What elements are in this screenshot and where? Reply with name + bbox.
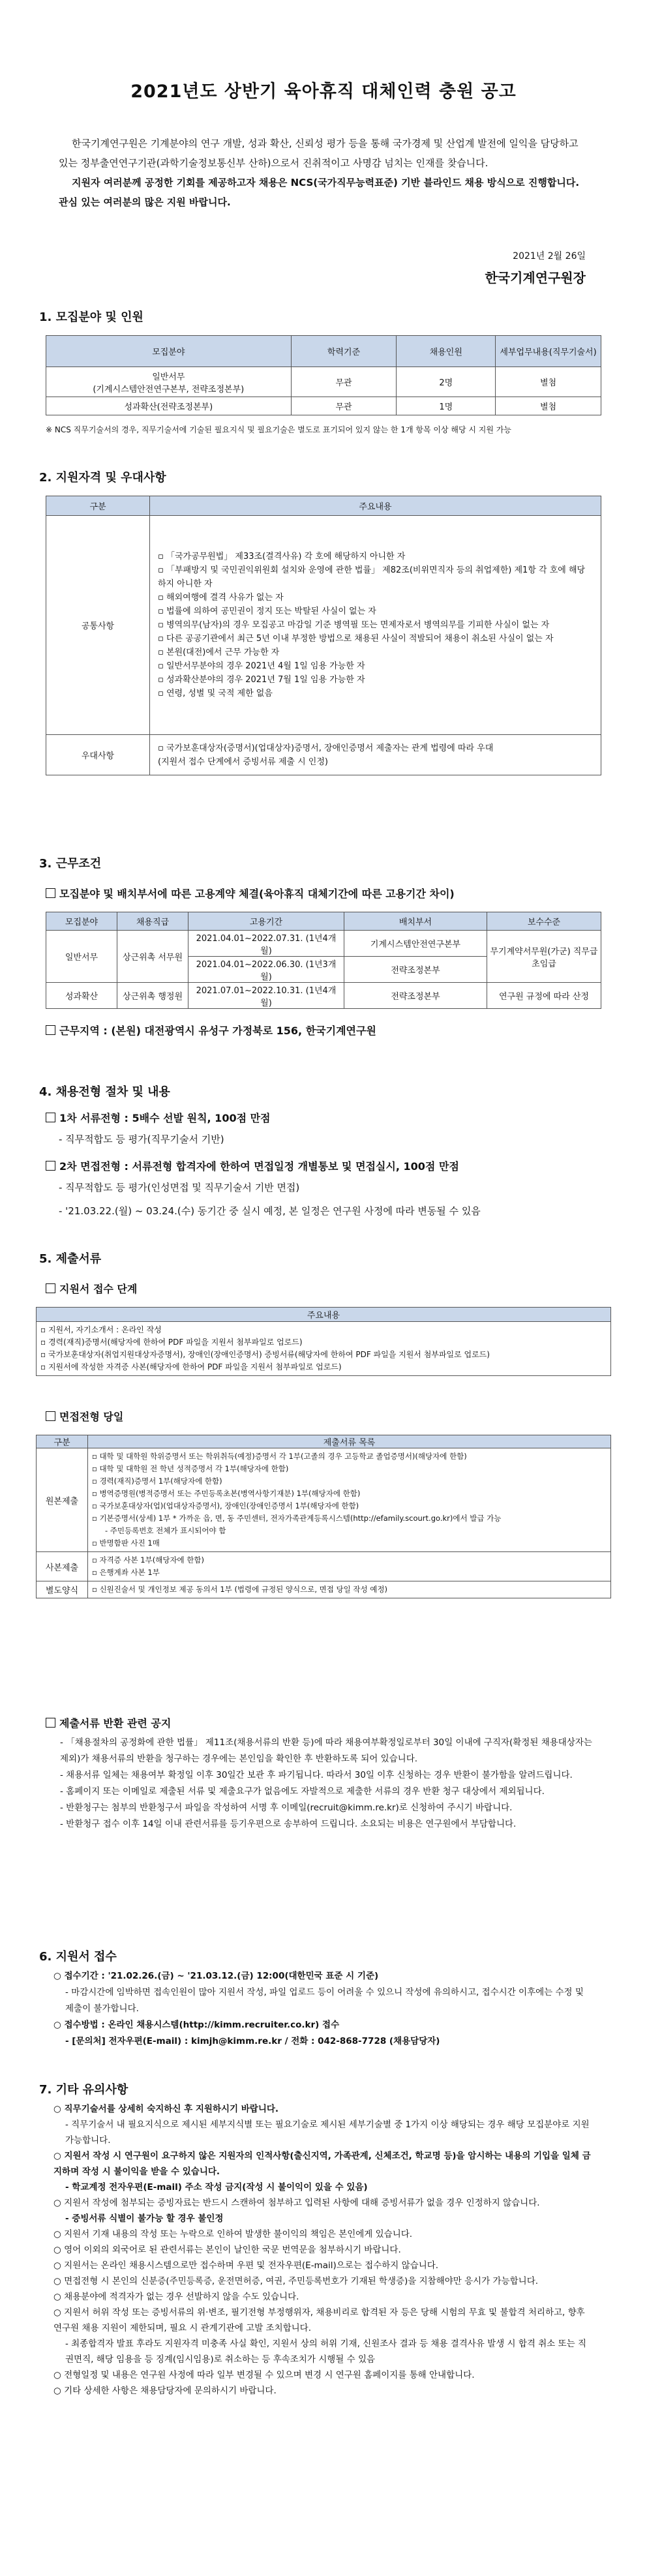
org-name: 한국기계연구원장 <box>485 270 586 286</box>
checkbox-icon <box>46 1161 55 1171</box>
pay-cell: 연구원 규정에 따라 산정 <box>487 983 601 1009</box>
common-label: 공통사항 <box>46 516 150 735</box>
list-item: ○ 면접전형 시 본인의 신분증(주민등록증, 운전면허증, 여권, 주민등록번호가 기재된 학생증)을 지참해야만 응시가 가능합니다. <box>53 2276 539 2286</box>
count-cell: 2명 <box>397 367 496 397</box>
col-detail: 세부업무내용(직무기술서) <box>496 336 601 367</box>
col-period: 고용기간 <box>188 912 344 931</box>
list-item: - 「채용절차의 공정화에 관한 법률」 제11조(채용서류의 반환 등)에 따라 채용여부확정일로부터 30일 이내에 구직자(확정된 채용대상자는 제외)가 채용서류의 반환을 청구하는 경우에는 본인임을 확인한 후 반환하도록 되어 있습니다. <box>60 1737 592 1764</box>
col-content: 주요내용 <box>150 496 601 516</box>
grade-cell: 상근위촉 행정원 <box>117 983 188 1009</box>
count-cell: 1명 <box>397 397 496 415</box>
col-field: 모집분야 <box>46 336 292 367</box>
qualification-table <box>46 496 601 775</box>
section-5-sub2: 면접전형 당일 <box>46 1409 123 1424</box>
list-item: ▫ 경력(재직)증명서 1부(해당자에 한함) <box>92 1476 222 1486</box>
list-item: - 증빙서류 식별이 불가능 할 경우 불인정 <box>65 2213 224 2224</box>
interview-docs-table <box>36 1435 611 1598</box>
list-item: ▫ 국가보훈대상자(취업지원대상자증명서), 장애인(장애인증명서) 증빙서류(해당자에 한하여 PDF 파일을 지원서 첨부파일로 업로드) <box>40 1350 490 1359</box>
list-item: ○ 지원서 기재 내용의 작성 또는 누락으로 인하여 발생한 불이익의 책임은 본인에게 있습니다. <box>53 2229 413 2239</box>
list-item: ▫ 국가보훈대상자(업)(업대상자증명서), 장애인(장애인증명서 1부(해당자에 한함) <box>92 1501 359 1510</box>
original-label: 원본제출 <box>37 1448 88 1552</box>
table-row <box>46 367 601 397</box>
list-item: ○ 지원서 허위 작성 또는 증빙서류의 위·변조, 필기전형 부정행위자, 채용비리로 합격된 자 등은 당해 시험의 무효 및 불합격 처리하고, 향후 연구원 채용 지원이 제한되며, 필요 시 관계기관에 고발 조치합니다. <box>53 2307 585 2333</box>
list-item: ▫ 신원진술서 및 개인정보 제공 동의서 1부 (법령에 규정된 양식으로, 면접 당일 작성 예정) <box>92 1585 387 1594</box>
list-item: ▫ 경력(재직)증명서(해당자에 한하여 PDF 파일을 지원서 첨부파일로 업로드) <box>40 1338 303 1347</box>
field-name: 성과확산(전략조정본부) <box>46 397 292 415</box>
list-item: ▫ 대학 및 대학원 전 학년 성적증명서 각 1부(해당자에 한함) <box>92 1464 289 1473</box>
col-category: 구분 <box>37 1435 88 1448</box>
work-conditions-table <box>46 912 601 1009</box>
common-list <box>158 550 593 700</box>
section-2-heading: 2. 지원자격 및 우대사항 <box>39 471 166 485</box>
checkbox-icon <box>46 1283 55 1293</box>
list-item: - 최종합격자 발표 후라도 지원자격 미충족 사실 확인, 지원서 상의 허위 기재, 신원조사 결과 등 채용 결격사유 발생 시 합격 취소 또는 직권면직, 해당 임용을 등 징계(임시임용)로 취소하는 등 후속조치가 시행될 수 있음 <box>65 2339 587 2365</box>
step-1-note: - 직무적합도 등 평가(직무기술서 기반) <box>59 1133 224 1145</box>
edu-cell: 무관 <box>291 367 397 397</box>
return-list <box>60 1735 595 1833</box>
list-item: ▫ 법률에 의하여 공민권이 정지 또는 박탈된 사실이 없는 자 <box>158 607 376 616</box>
step-2-note: - 직무적합도 등 평가(인성면접 및 직무기술서 기반 면접) <box>59 1182 300 1193</box>
return-title: 제출서류 반환 관련 공지 <box>46 1715 171 1730</box>
checkbox-icon <box>46 1718 55 1728</box>
list-item: ▫ 다른 공공기관에서 최근 5년 이내 부정한 방법으로 채용된 사실이 적발되어 채용이 취소된 사실이 없는 자 <box>158 634 554 644</box>
checkbox-icon <box>46 888 55 898</box>
list-item: ○ 기타 상세한 사항은 채용담당자에 문의하시기 바랍니다. <box>53 2386 277 2396</box>
period-cell: 2021.04.01~2022.06.30. (1년3개월) <box>188 957 344 983</box>
list-item: ▫ 해외여행에 결격 사유가 없는 자 <box>158 593 284 603</box>
list-item: ▫ 병역증명원(병적증명서 또는 주민등록초본(병역사항기재분) 1부(해당자에 한함) <box>92 1489 361 1498</box>
list-item: - 학교계정 전자우편(E-mail) 주소 작성 금지(작성 시 불이익이 있을 수 있음) <box>65 2182 368 2193</box>
checkbox-icon <box>46 1113 55 1122</box>
list-item: ○ 접수방법 : 온라인 채용시스템(http://kimm.recruiter.co.kr) 접수 <box>53 2020 340 2030</box>
list-item: ▫ 지원서에 작성한 자격증 사본(해당자에 한하여 PDF 파일을 지원서 첨부파일로 업로드) <box>40 1362 342 1371</box>
list-item: - 채용서류 일체는 채용여부 확정일 이후 30일간 보관 후 파기됩니다. 따라서 30일 이후 신청하는 경우 반환이 불가함을 알려드립니다. <box>60 1770 573 1780</box>
section-3-sub1: 모집분야 및 배치부서에 따른 고용계약 체결(육아휴직 대체기간에 따른 고용기간 차이) <box>46 886 455 901</box>
pay-cell: 무기계약서무원(가군) 직무급 초임급 <box>487 931 601 983</box>
list-item: ▫ 반명함판 사진 1매 <box>92 1538 160 1548</box>
list-item: ▫ 대학 및 대학원 학위증명서 또는 학위취득(예정)증명서 각 1부(고졸의 경우 고등학교 졸업증명서)(해당자에 한함) <box>92 1452 467 1461</box>
list-item: ○ 접수기간 : '21.02.26.(금) ~ '21.03.12.(금) 12:00(대한민국 표준 시 기준) <box>53 1971 379 1981</box>
table-row <box>46 983 601 1009</box>
notice-date: 2021년 2월 26일 <box>513 251 586 262</box>
field-cell: 일반서무 <box>46 931 117 983</box>
pref-item: ▫ 국가보훈대상자(증명서)(업대상자)증명서, 장애인증명서 제출자는 관계 법령에 따라 우대 <box>158 743 494 753</box>
table-row <box>46 931 601 957</box>
step-2: 2차 면접전형 : 서류전형 합격자에 한하여 면접일정 개별통보 및 면접실시, 100점 만점 <box>46 1158 459 1173</box>
detail-cell: 별첨 <box>496 367 601 397</box>
col-field: 모집분야 <box>46 912 117 931</box>
list-item: - 주민등록번호 전체가 표시되어야 함 <box>105 1526 226 1535</box>
col-docs: 제출서류 목록 <box>88 1435 611 1448</box>
list-item: ▫ 연령, 성별 및 국적 제한 없음 <box>158 689 273 698</box>
section-6-heading: 6. 지원서 접수 <box>39 1950 117 1964</box>
col-pay: 보수수준 <box>487 912 601 931</box>
notes-list <box>53 2101 595 2399</box>
list-item: ○ 지원서는 온라인 채용시스템으로만 접수하며 우편 및 전자우편(E-mail)으로는 접수하지 않습니다. <box>53 2260 439 2271</box>
list-item: - 홈페이지 또는 이메일로 제출된 서류 및 제출요구가 없음에도 자발적으로 제출한 서류의 경우 반환 청구 대상에서 제외됩니다. <box>60 1786 545 1797</box>
form-label: 별도양식 <box>37 1581 88 1598</box>
list-item: ▫ 병역의무(남자)의 경우 모집공고 마감일 기준 병역필 또는 면제자로서 병역의무를 기피한 사실이 없는 자 <box>158 620 550 630</box>
list-item: ▫ 지원서, 자기소개서 : 온라인 작성 <box>40 1325 162 1334</box>
list-item: ▫ 「부패방지 및 국민권익위원회 설치와 운영에 관한 법률」 제82조(비위면직자 등의 취업제한) 제1항 각 호에 해당하지 아니한 자 <box>158 565 586 589</box>
checkbox-icon <box>46 1025 55 1035</box>
list-item: - 마감시간에 임박하면 접속인원이 많아 지원서 작성, 파일 업로드 등이 어려울 수 있으니 작성에 유의하시고, 접수시간 이후에는 수정 및 제출이 불가합니다. <box>65 1987 584 2014</box>
section-3-sub2: 근무지역 : (본원) 대전광역시 유성구 가정북로 156, 한국기계연구원 <box>46 1023 376 1038</box>
field-cell: 성과확산 <box>46 983 117 1009</box>
step-1: 1차 서류전형 : 5배수 선발 원칙, 100점 만점 <box>46 1110 271 1125</box>
list-item: ○ 지원서 작성에 첨부되는 증빙자료는 반드시 스캔하여 첨부하고 입력된 사항에 대해 증빙서류가 없을 경우 인정하지 않습니다. <box>53 2198 540 2208</box>
section-1-heading: 1. 모집분야 및 인원 <box>39 310 143 324</box>
dept-cell: 기계시스템안전연구본부 <box>344 931 487 957</box>
col-grade: 채용직급 <box>117 912 188 931</box>
list-item: ▫ 본원(대전)에서 근무 가능한 자 <box>158 648 280 657</box>
col-count: 채용인원 <box>397 336 496 367</box>
copy-label: 사본제출 <box>37 1552 88 1581</box>
list-item: ○ 채용분야에 적격자가 없는 경우 선발하지 않을 수도 있습니다. <box>53 2292 299 2302</box>
section-5-heading: 5. 제출서류 <box>39 1252 102 1266</box>
pref-label: 우대사항 <box>46 735 150 775</box>
col-dept: 배치부서 <box>344 912 487 931</box>
recruitment-table <box>46 335 601 415</box>
intro-paragraph-2: 지원자 여러분께 공정한 기회를 제공하고자 채용은 NCS(국가직무능력표준) 기반 블라인드 채용 방식으로 진행합니다. 관심 있는 여러분의 많은 지원 바랍니다. <box>59 177 580 208</box>
step-2-note-2: - '21.03.22.(월) ~ 03.24.(수) 동기간 중 실시 예정, 본 일정은 연구원 사정에 따라 변동될 수 있음 <box>59 1205 481 1217</box>
list-item: ○ 전형일정 및 내용은 연구원 사정에 따라 일부 변경될 수 있으며 변경 시 연구원 홈페이지를 통해 안내합니다. <box>53 2370 475 2380</box>
list-item: ▫ 기본증명서(상세) 1부 * 가까운 읍, 면, 동 주민센터, 전자가족관계등록시스템(http://efamily.scourt.go.kr)에서 발급 가능 <box>92 1514 502 1523</box>
list-item: - 반환청구는 첨부의 반환청구서 파일을 작성하여 서명 후 이메일(recruit@kimm.re.kr)로 신청하여 주시기 바랍니다. <box>60 1803 513 1813</box>
edu-cell: 무관 <box>291 397 397 415</box>
section-7-heading: 7. 기타 유의사항 <box>39 2083 128 2097</box>
list-item: ▫ 일반서무분야의 경우 2021년 4월 1일 임용 가능한 자 <box>158 661 365 671</box>
list-item: ▫ 「국가공무원법」 제33조(결격사유) 각 호에 해당하지 아니한 자 <box>158 552 406 562</box>
list-item: ○ 지원서 작성 시 연구원이 요구하지 않은 지원자의 인적사항(출신지역, 가족관계, 신체조건, 학교명 등)을 암시하는 내용의 기입을 일체 금지하며 작성 시 불이익을 받을 수 있습니다. <box>53 2151 591 2177</box>
list-item: ▫ 자격증 사본 1부(해당자에 한함) <box>92 1555 205 1565</box>
field-sub: (기계시스템안전연구본부, 전략조정본부) <box>93 384 245 395</box>
section-3-heading: 3. 근무조건 <box>39 857 102 871</box>
application-docs-table <box>36 1307 611 1376</box>
list-item: - [문의처] 전자우편(E-mail) : kimjh@kimm.re.kr / 전화 : 042-868-7728 (채용담당자) <box>65 2036 440 2046</box>
period-cell: 2021.07.01~2022.10.31. (1년4개월) <box>188 983 344 1009</box>
grade-cell: 상근위촉 서무원 <box>117 931 188 983</box>
list-item: - 직무기술서 내 필요지식으로 제시된 세부지식별 또는 필요기술로 제시된 세부기술별 중 1가지 이상 해당되는 경우 해당 모집분야로 지원가능합니다. <box>65 2119 590 2146</box>
list-item: ▫ 은행계좌 사본 1부 <box>92 1568 160 1577</box>
field-name: 일반서무 <box>152 372 185 382</box>
list-item: ○ 직무기술서를 상세히 숙지하신 후 지원하시기 바랍니다. <box>53 2104 279 2114</box>
list-item: ▫ 성과확산분야의 경우 2021년 7월 1일 임용 가능한 자 <box>158 675 365 685</box>
pref-item: (지원서 접수 단계에서 증빙서류 제출 시 인정) <box>158 756 328 767</box>
section-5-sub1: 지원서 접수 단계 <box>46 1281 137 1296</box>
intro-text <box>59 134 587 212</box>
period-cell: 2021.04.01~2022.07.31. (1년4개월) <box>188 931 344 957</box>
dept-cell: 전략조정본부 <box>344 957 487 983</box>
checkbox-icon <box>46 1411 55 1421</box>
detail-cell: 별첨 <box>496 397 601 415</box>
dept-cell: 전략조정본부 <box>344 983 487 1009</box>
col-category: 구분 <box>46 496 150 516</box>
col-content: 주요내용 <box>37 1308 611 1322</box>
apply-list <box>53 1968 595 2050</box>
list-item: - 반환청구 접수 이후 14일 이내 관련서류를 등기우편으로 송부하여 드립니다. 소요되는 비용은 연구원에서 부담합니다. <box>60 1819 517 1829</box>
col-edu: 학력기준 <box>291 336 397 367</box>
page-title: 2021년도 상반기 육아휴직 대체인력 충원 공고 <box>130 82 517 102</box>
table-row <box>46 397 601 415</box>
section-4-heading: 4. 채용전형 절차 및 내용 <box>39 1085 170 1099</box>
list-item: ○ 영어 이외의 외국어로 된 관련서류는 본인이 날인한 국문 번역문을 첨부하시기 바랍니다. <box>53 2245 401 2255</box>
intro-paragraph-1: 한국기계연구원은 기계분야의 연구 개발, 성과 확산, 신뢰성 평가 등을 통해 국가경제 및 산업계 발전에 일익을 담당하고 있는 정부출연연구기관(과학기술정보통신부 산하)으로서 진취적이고 사명감 넘치는 인재를 찾습니다. <box>59 138 579 169</box>
ncs-note: ※ NCS 직무기술서의 경우, 직무기술서에 기술된 필요지식 및 필요기술은 별도로 표기되어 있지 않는 한 1개 항목 이상 해당 시 지원 가능 <box>46 425 511 434</box>
